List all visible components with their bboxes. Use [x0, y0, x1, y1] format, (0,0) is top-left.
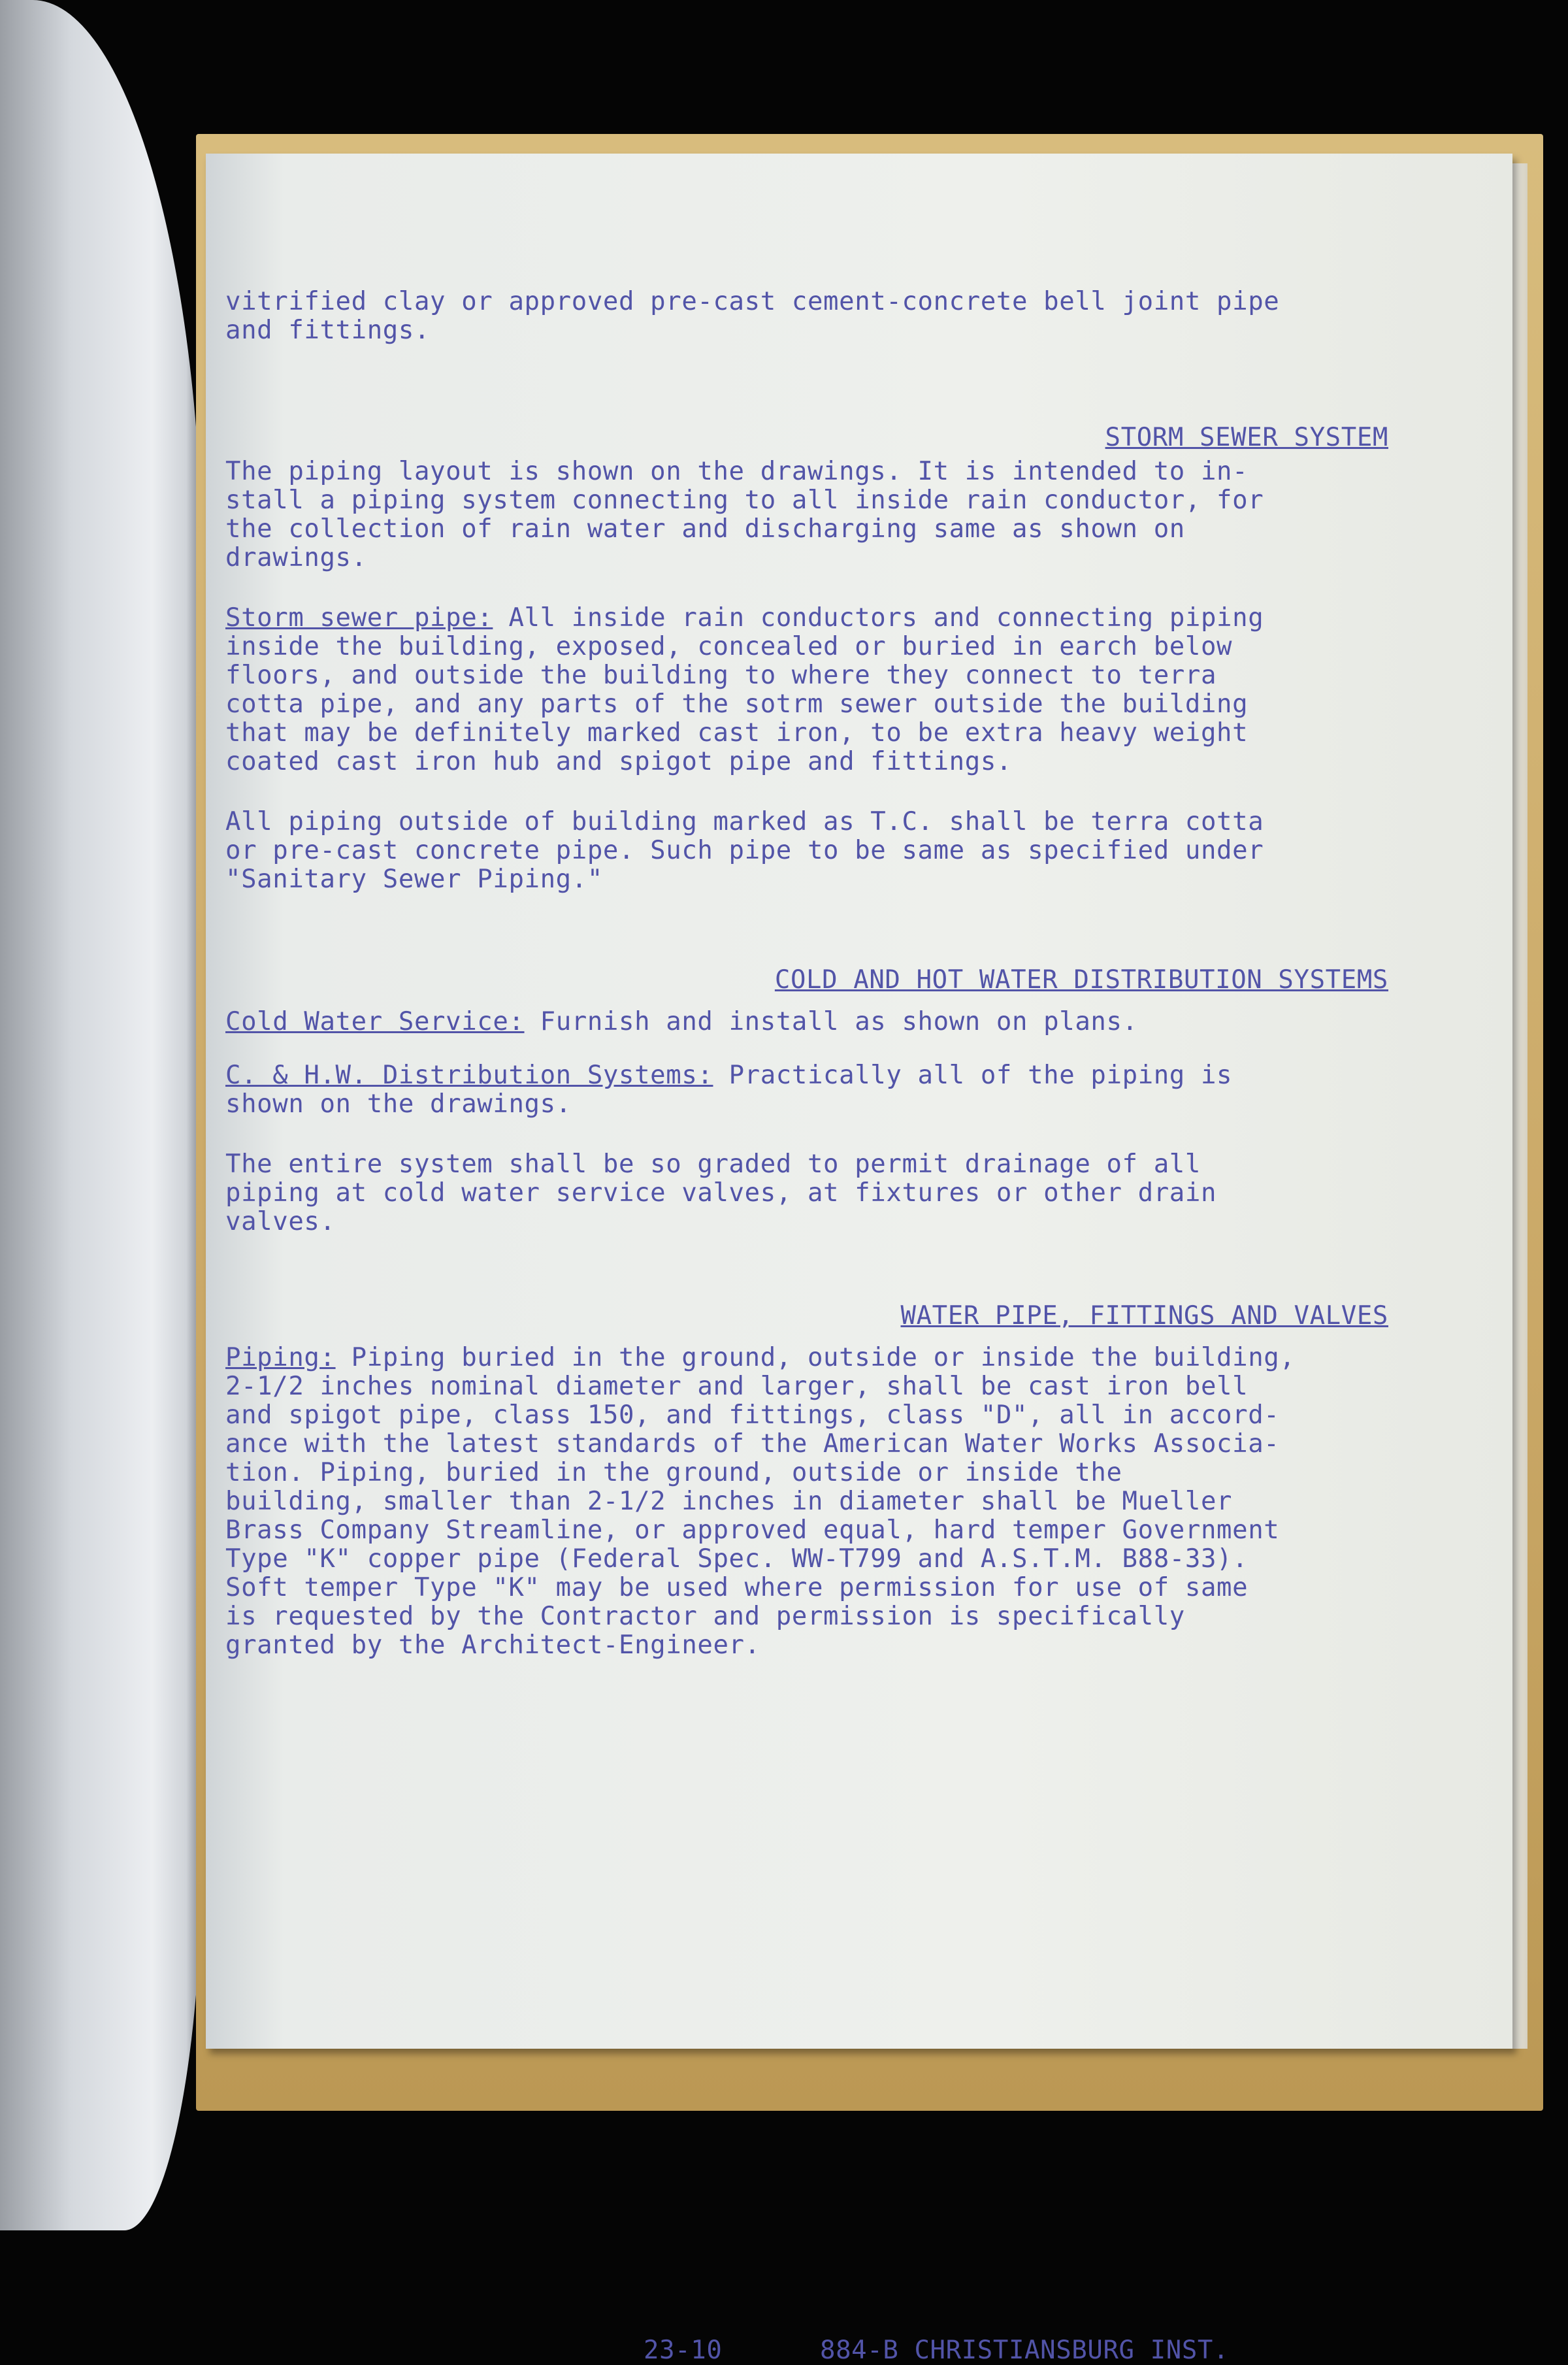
- cold-water-service-paragraph: [225, 1008, 1401, 1036]
- storm-pipe-label: Storm sewer pipe:: [225, 603, 493, 633]
- storm-pipe-text: All inside rain conductors and connecting piping inside the building, exposed, concealed or buried in earch below floors, and outside the building to where they connect to terra cotta pipe, and any parts of the sotrm sewer outside the building that may be definitely marked cast iron, to be extra heavy weight coated cast iron hub and spigot pipe and fittings.: [225, 603, 1264, 776]
- page-number: 23-10: [644, 2336, 723, 2365]
- project-name: 884-B CHRISTIANSBURG INST.: [820, 2336, 1230, 2365]
- distribution-systems-text: Practically all of the piping is shown on the drawings.: [225, 1061, 1233, 1119]
- cold-water-service-label: Cold Water Service:: [225, 1007, 525, 1036]
- storm-intro-paragraph: The piping layout is shown on the drawings. It is intended to in- stall a piping system connecting to all inside rain conductor, for the collection of rain water and discharging same as shown on drawings.: [225, 457, 1264, 572]
- facing-page: [0, 0, 203, 2230]
- storm-pipe-paragraph: [225, 604, 1401, 776]
- water-pipe-heading: WATER PIPE, FITTINGS AND VALVES: [900, 1301, 1388, 1331]
- distribution-systems-label: C. & H.W. Distribution Systems:: [225, 1061, 713, 1090]
- cold-water-service-text: Furnish and install as shown on plans.: [524, 1007, 1138, 1036]
- page-content: [225, 288, 1401, 1691]
- piping-paragraph: [225, 1344, 1401, 1660]
- storm-outside-paragraph: All piping outside of building marked as T.C. shall be terra cotta or pre-cast concrete pipe. Such pipe to be same as specified under "Sanitary Sewer Piping.": [225, 807, 1264, 894]
- piping-label: Piping:: [225, 1343, 336, 1372]
- piping-text: Piping buried in the ground, outside or inside the building, 2-1/2 inches nominal diameter and larger, shall be cast iron bell and spigot pipe, class 150, and fittings, class "D", all in accord- ance with the latest standards of the American Water Works Associa- tion. Piping, buried in the ground, outside or inside the building, smaller than 2-1/2 inches in diameter shall be Mueller Brass Company Streamline, or approved equal, hard temper Government Type "K" copper pipe (Federal Spec. WW-T799 and A.S.T.M. B88-33). Soft temper Type "K" may be used where permission for use of same is requested by the Contractor and permission is specifically granted by the Architect-Engineer.: [225, 1343, 1296, 1660]
- distribution-systems-paragraph: [225, 1061, 1401, 1119]
- grading-paragraph: The entire system shall be so graded to permit drainage of all piping at cold water service valves, at fixtures or other drain valves.: [225, 1149, 1217, 1236]
- storm-sewer-heading: STORM SEWER SYSTEM: [1105, 423, 1388, 452]
- water-distribution-heading: COLD AND HOT WATER DISTRIBUTION SYSTEMS: [774, 965, 1388, 995]
- continuation-paragraph: vitrified clay or approved pre-cast cement-concrete bell joint pipe and fittings.: [225, 287, 1280, 345]
- page-edge: [1511, 163, 1527, 2049]
